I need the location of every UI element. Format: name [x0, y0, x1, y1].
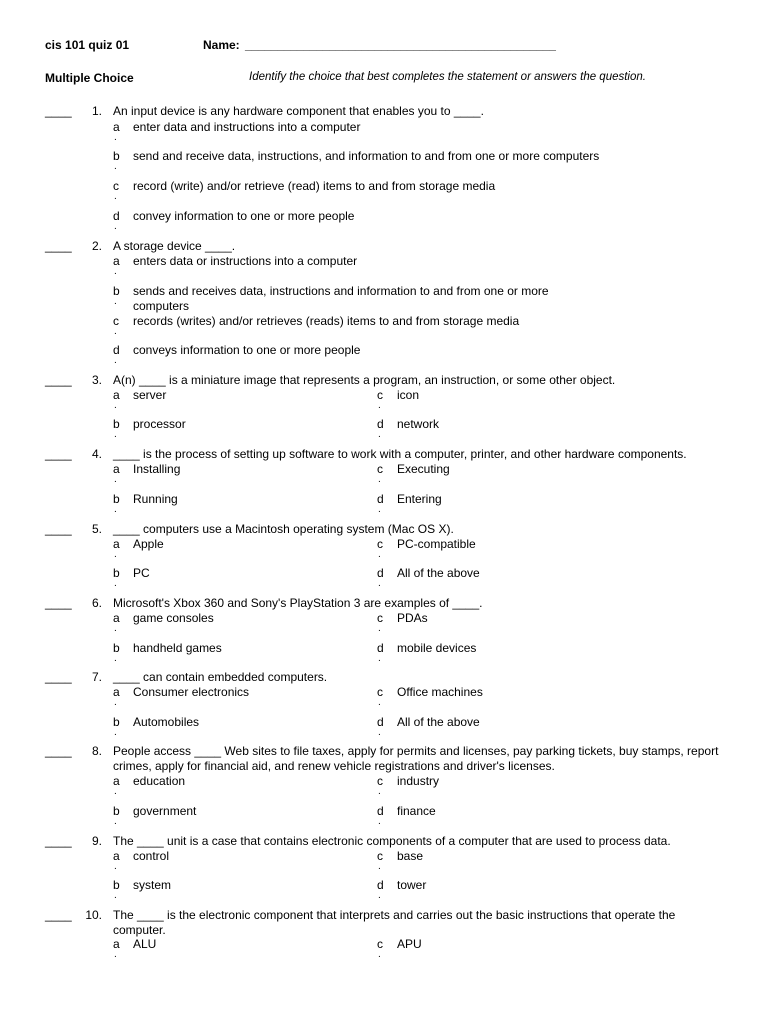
choice-text: system — [133, 878, 172, 892]
choice-text: Office machines — [397, 685, 483, 699]
choice-letter: c — [377, 388, 383, 402]
choice-text: PC — [133, 566, 150, 580]
choice-text: mobile devices — [397, 641, 477, 655]
choice-text: sends and receives data, instructions and information to and from one or more computers — [133, 284, 549, 313]
question-stem: A(n) ____ is a miniature image that represents a program, an instruction, or some other object. — [113, 373, 616, 387]
choice-text: records (writes) and/or retrieves (reads) items to and from storage media — [133, 314, 520, 328]
choice-dot: . — [114, 266, 117, 277]
choice-letter: a — [113, 685, 120, 699]
choice-dot: . — [378, 727, 381, 738]
choice-letter: b — [113, 715, 120, 729]
choice-letter: d — [377, 417, 384, 431]
choice-letter: b — [113, 149, 120, 163]
choice-letter: d — [377, 804, 384, 818]
name-label: Name: — [203, 38, 240, 52]
choice-letter: c — [377, 462, 383, 476]
choice-letter: b — [113, 878, 120, 892]
answer-blank: ____ — [45, 596, 72, 610]
choice-letter: c — [377, 849, 383, 863]
section-header — [45, 71, 735, 89]
choice-text: game consoles — [133, 611, 214, 625]
choice-dot: . — [378, 400, 381, 411]
choice-letter: a — [113, 611, 120, 625]
choice-letter: d — [377, 878, 384, 892]
choice-letter: a — [113, 388, 120, 402]
question-stem: The ____ unit is a case that contains electronic components of a computer that are used to process data. — [113, 834, 671, 848]
question-stem: People access ____ Web sites to file taxes, apply for permits and licenses, pay parking tickets, buy stamps, report crimes, apply for financial aid, and renew vehicle registrations and driver's licenses. — [113, 744, 719, 773]
name-blank-line: ________________________________________________ — [245, 38, 556, 52]
choice-dot: . — [114, 132, 117, 143]
choice-letter: a — [113, 849, 120, 863]
quiz-header — [45, 38, 735, 56]
choice-text: convey information to one or more people — [133, 209, 355, 223]
question-number: 10. — [85, 908, 102, 922]
choice-letter: a — [113, 937, 120, 951]
section-title: Multiple Choice — [45, 71, 134, 85]
choice-letter: b — [113, 566, 120, 580]
choice-letter: a — [113, 462, 120, 476]
choice-dot: . — [114, 504, 117, 515]
choice-letter: d — [113, 209, 120, 223]
choice-letter: b — [113, 284, 120, 298]
choice-text: icon — [397, 388, 420, 402]
choice-dot: . — [114, 890, 117, 901]
choice-dot: . — [114, 221, 117, 232]
choice-letter: b — [113, 417, 120, 431]
choice-dot: . — [114, 400, 117, 411]
choice-dot: . — [378, 949, 381, 960]
answer-blank: ____ — [45, 834, 72, 848]
answer-blank: ____ — [45, 670, 72, 684]
question-number: 4. — [91, 447, 102, 461]
choice-dot: . — [114, 816, 117, 827]
choice-text: control — [133, 849, 170, 863]
choice-dot: . — [378, 697, 381, 708]
section-instruction: Identify the choice that best completes the statement or answers the question. — [249, 71, 646, 83]
choice-text: tower — [397, 878, 427, 892]
choice-text: record (write) and/or retrieve (read) items to and from storage media — [133, 179, 496, 193]
choice-text: enter data and instructions into a computer — [133, 120, 361, 134]
question-number: 8. — [91, 744, 102, 758]
answer-blank: ____ — [45, 373, 72, 387]
choice-letter: d — [113, 343, 120, 357]
choice-text: Entering — [397, 492, 442, 506]
choice-dot: . — [114, 326, 117, 337]
question-number: 3. — [91, 373, 102, 387]
choice-text: Installing — [133, 462, 181, 476]
choice-letter: c — [377, 937, 383, 951]
choice-dot: . — [378, 504, 381, 515]
question-stem: ____ computers use a Macintosh operating system (Mac OS X). — [113, 522, 454, 536]
question-stem: An input device is any hardware component that enables you to ____. — [113, 104, 484, 118]
choice-dot: . — [114, 727, 117, 738]
choice-letter: d — [377, 492, 384, 506]
choice-text: Consumer electronics — [133, 685, 250, 699]
choice-text: server — [133, 388, 167, 402]
answer-blank: ____ — [45, 447, 72, 461]
question-number: 2. — [91, 239, 102, 253]
choice-letter: a — [113, 774, 120, 788]
choice-dot: . — [114, 653, 117, 664]
choice-text: Running — [133, 492, 178, 506]
question-stem: The ____ is the electronic component that interprets and carries out the basic instructions that operate the computer. — [113, 908, 676, 937]
choice-text: send and receive data, instructions, and information to and from one or more computers — [133, 149, 600, 163]
choice-dot: . — [114, 474, 117, 485]
question-number: 6. — [91, 596, 102, 610]
choice-dot: . — [114, 697, 117, 708]
choice-dot: . — [378, 474, 381, 485]
choice-letter: b — [113, 492, 120, 506]
choice-dot: . — [114, 861, 117, 872]
question-number: 7. — [91, 670, 102, 684]
choice-letter: d — [377, 715, 384, 729]
choice-text: PDAs — [397, 611, 428, 625]
answer-blank: ____ — [45, 744, 72, 758]
choice-text: base — [397, 849, 424, 863]
choice-text: Executing — [397, 462, 450, 476]
choice-dot: . — [378, 578, 381, 589]
answer-blank: ____ — [45, 104, 72, 118]
choice-text: government — [133, 804, 197, 818]
choice-dot: . — [378, 623, 381, 634]
question-number: 9. — [91, 834, 102, 848]
choice-dot: . — [114, 355, 117, 366]
choice-dot: . — [378, 786, 381, 797]
choice-letter: b — [113, 804, 120, 818]
choice-text: network — [397, 417, 440, 431]
choice-letter: c — [113, 179, 119, 193]
choice-dot: . — [378, 816, 381, 827]
choice-letter: c — [377, 774, 383, 788]
choice-text: Automobiles — [133, 715, 200, 729]
choice-letter: a — [113, 254, 120, 268]
choice-text: education — [133, 774, 186, 788]
choice-letter: c — [377, 537, 383, 551]
question-number: 1. — [91, 104, 102, 118]
choice-text: All of the above — [397, 715, 480, 729]
choice-text: ALU — [133, 937, 157, 951]
question-stem: A storage device ____. — [113, 239, 236, 253]
choice-dot: . — [378, 429, 381, 440]
question-number: 5. — [91, 522, 102, 536]
choice-letter: b — [113, 641, 120, 655]
choice-text: APU — [397, 937, 422, 951]
choice-text: handheld games — [133, 641, 222, 655]
choice-dot: . — [114, 949, 117, 960]
choice-dot: . — [114, 296, 117, 307]
question-stem: ____ can contain embedded computers. — [113, 670, 328, 684]
answer-blank: ____ — [45, 908, 72, 922]
answer-blank: ____ — [45, 239, 72, 253]
choice-letter: d — [377, 566, 384, 580]
choice-dot: . — [378, 653, 381, 664]
choice-dot: . — [114, 161, 117, 172]
choice-dot: . — [114, 429, 117, 440]
choice-dot: . — [378, 861, 381, 872]
question-stem: ____ is the process of setting up software to work with a computer, printer, and other hardware components. — [113, 447, 687, 461]
choice-text: processor — [133, 417, 186, 431]
choice-letter: c — [377, 611, 383, 625]
choice-dot: . — [114, 786, 117, 797]
choice-text: PC-compatible — [397, 537, 476, 551]
choice-letter: c — [113, 314, 119, 328]
choice-dot: . — [114, 549, 117, 560]
choice-dot: . — [114, 623, 117, 634]
choice-text: Apple — [133, 537, 164, 551]
choice-dot: . — [378, 549, 381, 560]
choice-letter: a — [113, 537, 120, 551]
choice-text: All of the above — [397, 566, 480, 580]
course-title: cis 101 quiz 01 — [45, 38, 130, 52]
choice-text: finance — [397, 804, 436, 818]
choice-letter: d — [377, 641, 384, 655]
choice-letter: c — [377, 685, 383, 699]
choice-dot: . — [114, 191, 117, 202]
choice-text: enters data or instructions into a computer — [133, 254, 358, 268]
answer-blank: ____ — [45, 522, 72, 536]
choice-dot: . — [114, 578, 117, 589]
choice-text: industry — [397, 774, 440, 788]
question-stem: Microsoft's Xbox 360 and Sony's PlayStation 3 are examples of ____. — [113, 596, 483, 610]
choice-dot: . — [378, 890, 381, 901]
choice-letter: a — [113, 120, 120, 134]
choice-text: conveys information to one or more people — [133, 343, 361, 357]
